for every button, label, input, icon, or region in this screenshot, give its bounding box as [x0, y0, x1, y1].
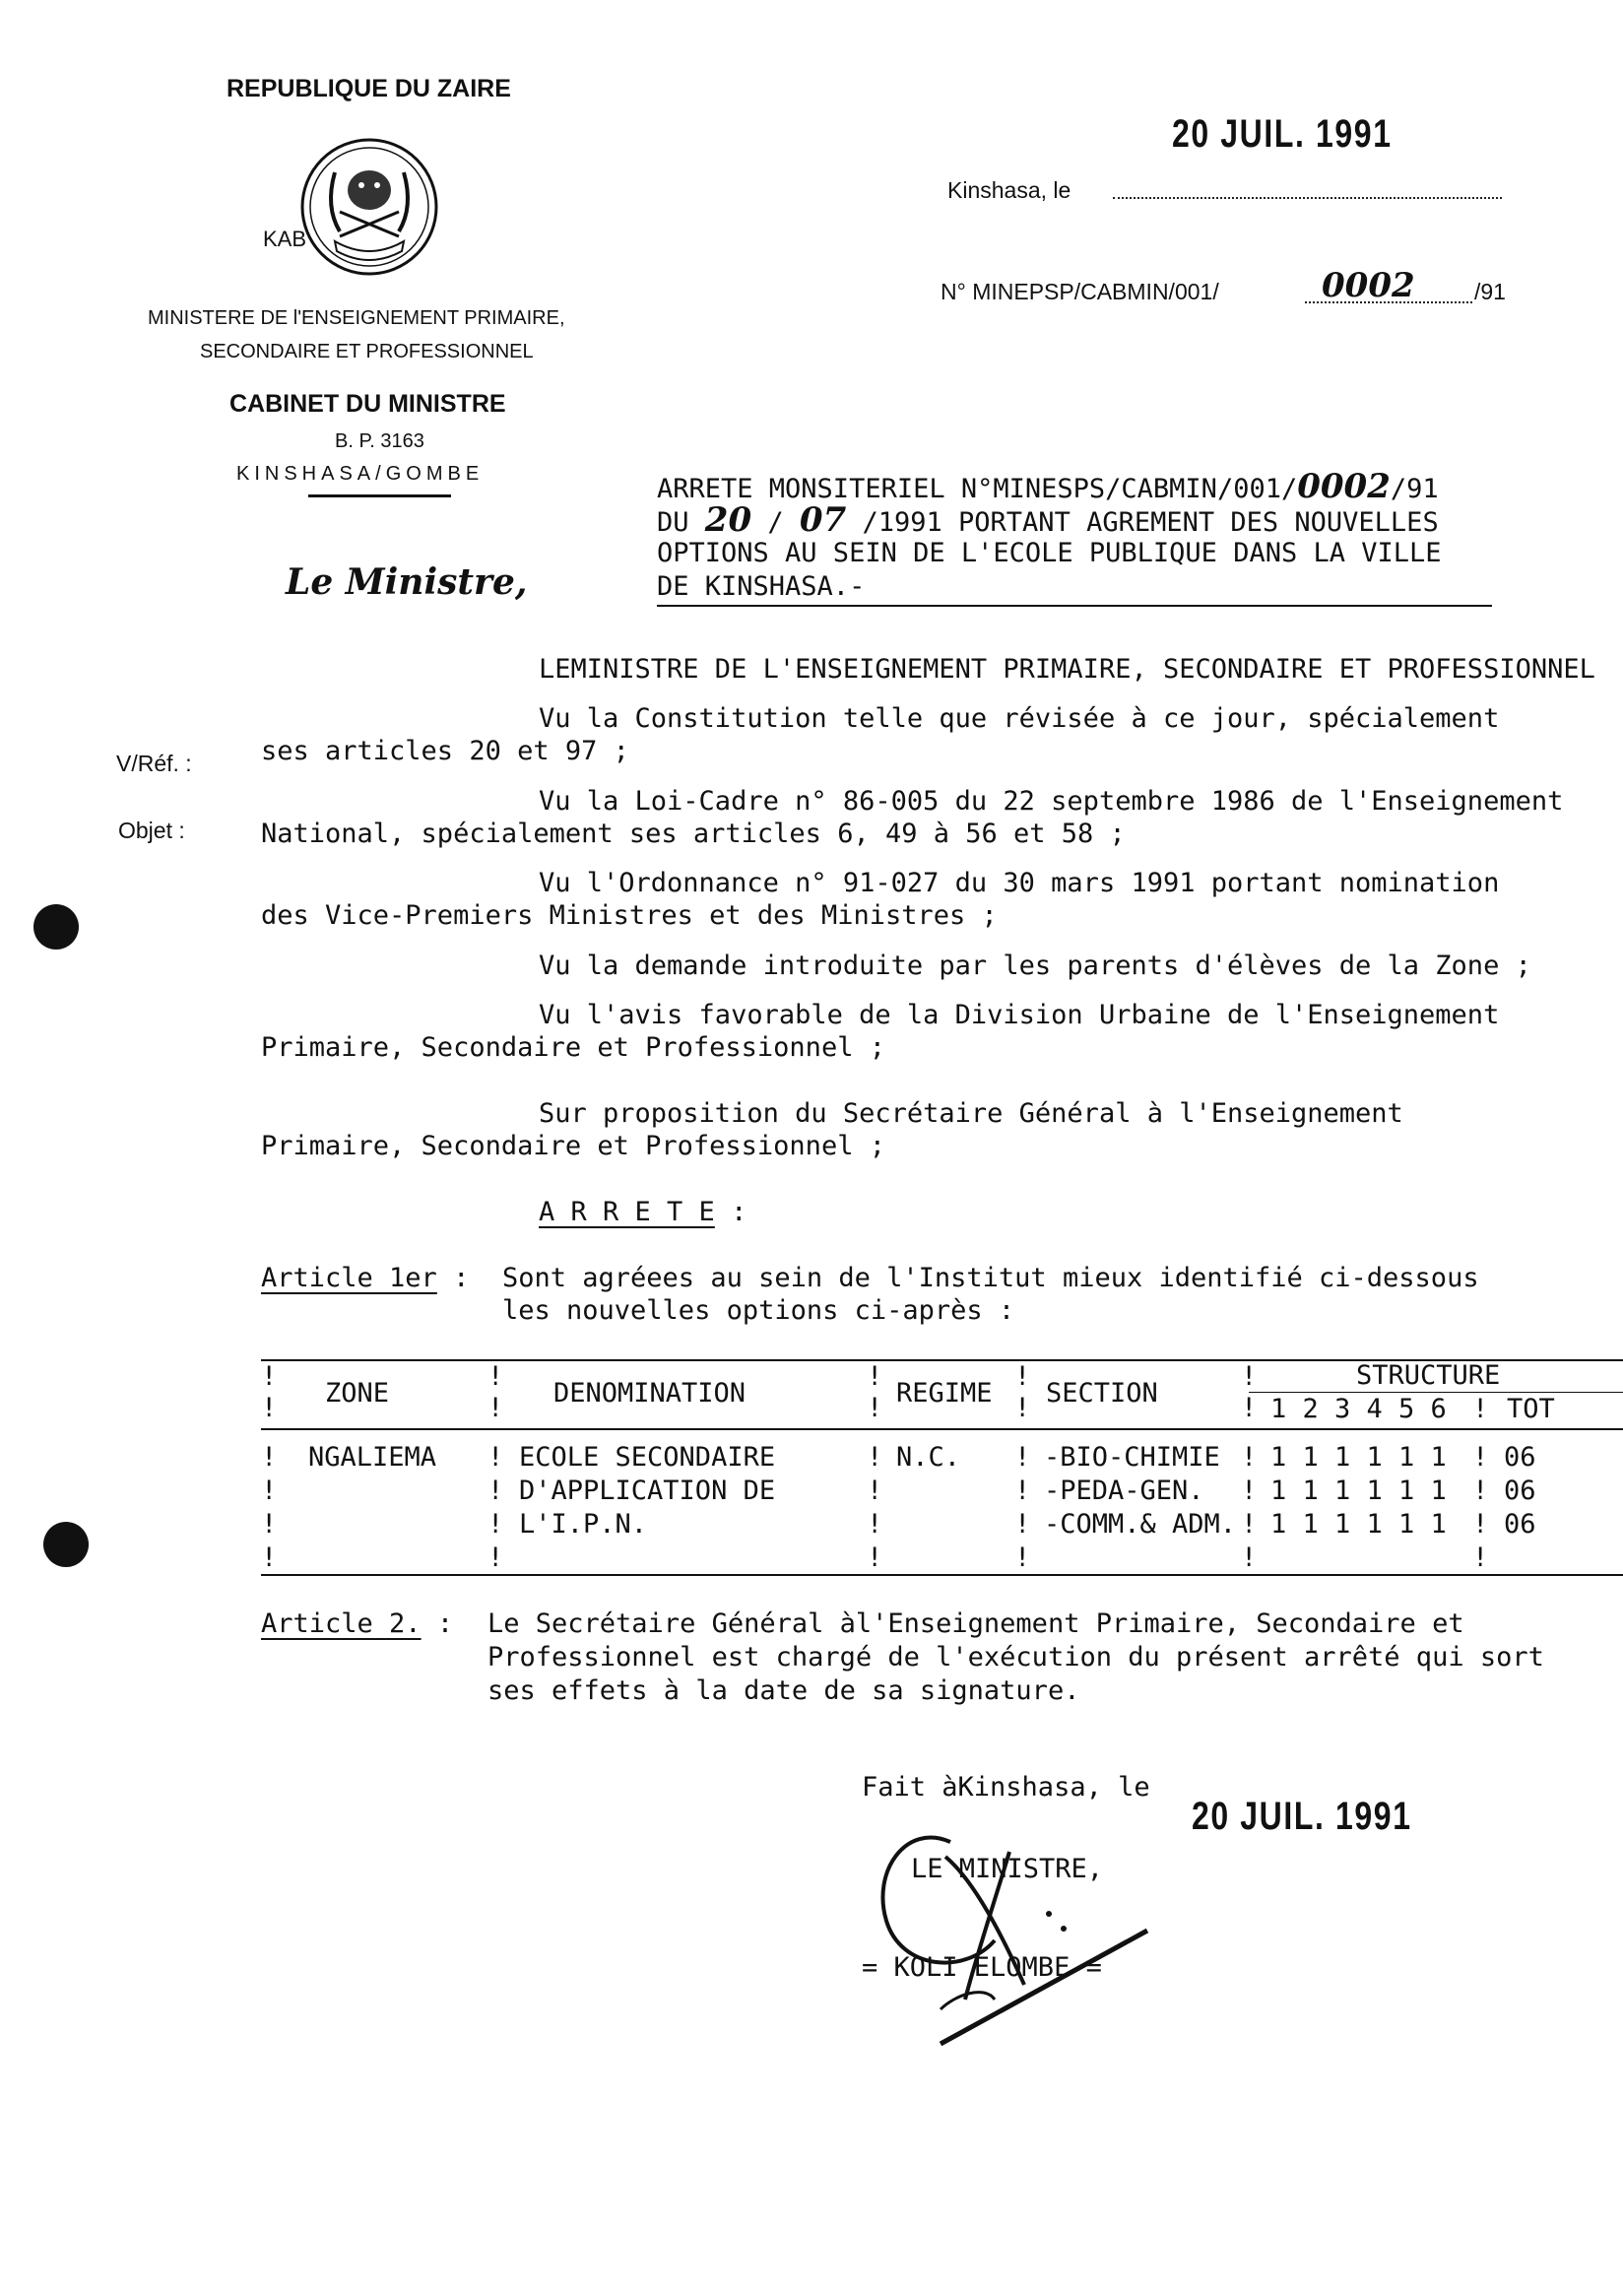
ministry-line-1: MINISTERE DE l'ENSEIGNEMENT PRIMAIRE, [148, 307, 565, 329]
vref-label: V/Réf. : [116, 751, 192, 776]
ref-prefix: N° MINEPSP/CABMIN/001/ [941, 279, 1219, 304]
col-denomination: DENOMINATION [553, 1378, 747, 1409]
article-2-line-b: Professionnel est chargé de l'exécution du présent arrêté qui sort [487, 1642, 1544, 1673]
article-2-heading [261, 1607, 453, 1641]
body-heading: LEMINISTRE DE L'ENSEIGNEMENT PRIMAIRE, SECONDAIRE ET PROFESSIONNEL [539, 654, 1595, 685]
header-sep-5: ! ! [1241, 1361, 1258, 1423]
city-line: KINSHASA/GOMBE [236, 463, 485, 485]
minister-signature [847, 1812, 1162, 2059]
cell-section-3: -COMM.& ADM. [1044, 1509, 1237, 1540]
cell-years-1: 1 1 1 1 1 1 [1270, 1442, 1447, 1473]
objet-label: Objet : [118, 818, 185, 843]
considering-4: Vu la demande introduite par les parents d'élèves de la Zone ; [539, 951, 1531, 981]
country-name: REPUBLIQUE DU ZAIRE [227, 75, 511, 102]
body-sep-4: ! ! ! ! [1014, 1442, 1031, 1573]
postal-box: B. P. 3163 [335, 430, 424, 452]
ministry-line-2: SECONDAIRE ET PROFESSIONNEL [200, 341, 534, 362]
cell-section-2: -PEDA-GEN. [1044, 1476, 1204, 1506]
proposal-b: Primaire, Secondaire et Professionnel ; [261, 1131, 885, 1161]
ref-dotted-line [1305, 301, 1472, 303]
subject-line-2-suffix: /1991 PORTANT AGREMENT DES NOUVELLES [862, 507, 1439, 538]
header-sep-3: ! ! [867, 1361, 883, 1423]
header-sep-2: ! ! [487, 1361, 504, 1423]
date-stamp-top: 20 JUIL. 1991 [1172, 112, 1393, 156]
subject-handwritten-month: 07 [799, 500, 847, 540]
cell-zone: NGALIEMA [308, 1442, 437, 1473]
article-2-colon: : [436, 1608, 454, 1639]
subject-underline [657, 605, 1492, 607]
minister-handwritten-title: Le Ministre, [286, 561, 528, 603]
article-1-line-a: Sont agréees au sein de l'Institut mieux identifié ci-dessous [502, 1263, 1479, 1293]
body-sep-5: ! ! ! ! [1241, 1442, 1258, 1573]
date-stamp-bottom: 20 JUIL. 1991 [1192, 1795, 1412, 1838]
ref-suffix: /91 [1474, 279, 1506, 304]
subject-line-3: OPTIONS AU SEIN DE L'ECOLE PUBLIQUE DANS LA VILLE [657, 538, 1442, 568]
arrete-colon: : [731, 1197, 747, 1227]
considering-2b: National, spécialement ses articles 6, 49 à 56 et 58 ; [261, 819, 1126, 849]
cabinet-title: CABINET DU MINISTRE [229, 390, 506, 418]
cell-denomination-1: ECOLE SECONDAIRE [519, 1442, 776, 1473]
punch-hole-bottom [43, 1522, 89, 1567]
subject-line-4: DE KINSHASA.- [657, 571, 866, 602]
considering-5a: Vu l'avis favorable de la Division Urbaine de l'Enseignement [539, 1000, 1500, 1030]
article-2-label: Article 2. [261, 1608, 422, 1639]
minister-title: LE MINISTRE, [911, 1854, 1104, 1884]
considering-3a: Vu l'Ordonnance n° 91-027 du 30 mars 1991 portant nomination [539, 868, 1500, 898]
article-2-line-c: ses effets à la date de sa signature. [487, 1675, 1080, 1706]
col-structure: STRUCTURE [1356, 1360, 1501, 1391]
subject-handwritten-day: 20 [704, 500, 752, 540]
body-sep-1: ! ! ! ! [261, 1442, 278, 1573]
subject-line-1-suffix: /91 [1390, 474, 1439, 504]
cell-section-1: -BIO-CHIMIE [1044, 1442, 1220, 1473]
seal-text-fragment: KAB [263, 227, 307, 251]
proposal-a: Sur proposition du Secrétaire Général à l'Enseignement [539, 1098, 1403, 1129]
cell-tot-2: 06 [1504, 1476, 1536, 1506]
ref-handwritten-number: 0002 [1322, 266, 1415, 305]
subject-line-2 [657, 500, 1439, 540]
date-dotted-line [1113, 197, 1502, 199]
article-1-line-b: les nouvelles options ci-après : [502, 1295, 1015, 1326]
cell-tot-1: 06 [1504, 1442, 1536, 1473]
article-2-line-a: Le Secrétaire Général àl'Enseignement Primaire, Secondaire et [487, 1608, 1464, 1639]
cell-tot-3: 06 [1504, 1509, 1536, 1540]
considering-3b: des Vice-Premiers Ministres et des Ministres ; [261, 900, 998, 931]
place-date-label: Kinshasa, le [947, 177, 1071, 203]
minister-name: = KOLI ELOMBE = [862, 1952, 1102, 1983]
col-zone: ZONE [325, 1378, 390, 1409]
subject-line-2-prefix: DU [657, 507, 689, 538]
col-years: 1 2 3 4 5 6 [1270, 1394, 1447, 1424]
subject-handwritten-number: 0002 [1297, 467, 1391, 506]
article-1-heading [261, 1262, 469, 1295]
city-underline [308, 494, 451, 497]
subject-date-separator: / [767, 507, 784, 538]
cell-denomination-3: L'I.P.N. [519, 1509, 648, 1540]
col-section: SECTION [1046, 1378, 1158, 1409]
header-sep-6: ! [1472, 1394, 1489, 1424]
table-header-rule [261, 1428, 1623, 1430]
col-tot: TOT [1507, 1394, 1555, 1424]
body-sep-6: ! ! ! ! [1472, 1442, 1489, 1573]
body-sep-2: ! ! ! ! [487, 1442, 504, 1573]
col-regime: REGIME [896, 1378, 993, 1409]
considering-2a: Vu la Loi-Cadre n° 86-005 du 22 septembre 1986 de l'Enseignement [539, 786, 1564, 817]
considering-5b: Primaire, Secondaire et Professionnel ; [261, 1032, 885, 1063]
header-sep-1: ! ! [261, 1361, 278, 1423]
cell-years-2: 1 1 1 1 1 1 [1270, 1476, 1447, 1506]
body-sep-3: ! ! ! ! [867, 1442, 883, 1573]
cell-years-3: 1 1 1 1 1 1 [1270, 1509, 1447, 1540]
arrete-heading [539, 1196, 747, 1229]
coat-of-arms-seal [295, 133, 443, 281]
punch-hole-top [33, 904, 79, 950]
cell-regime: N.C. [896, 1442, 961, 1473]
arrete-word: A R R E T E [539, 1197, 715, 1227]
subject-line-1-prefix: ARRETE MONSITERIEL N°MINESPS/CABMIN/001/ [657, 474, 1298, 504]
considering-1b: ses articles 20 et 97 ; [261, 736, 629, 766]
cell-denomination-2: D'APPLICATION DE [519, 1476, 776, 1506]
article-1-colon: : [453, 1263, 470, 1293]
considering-1a: Vu la Constitution telle que révisée à ce jour, spécialement [539, 703, 1500, 734]
subject-line-1 [657, 467, 1439, 506]
fait-a-kinshasa: Fait àKinshasa, le [862, 1772, 1150, 1803]
header-sep-4: ! ! [1014, 1361, 1031, 1423]
table-bottom-rule [261, 1574, 1623, 1576]
article-1-label: Article 1er [261, 1263, 437, 1293]
